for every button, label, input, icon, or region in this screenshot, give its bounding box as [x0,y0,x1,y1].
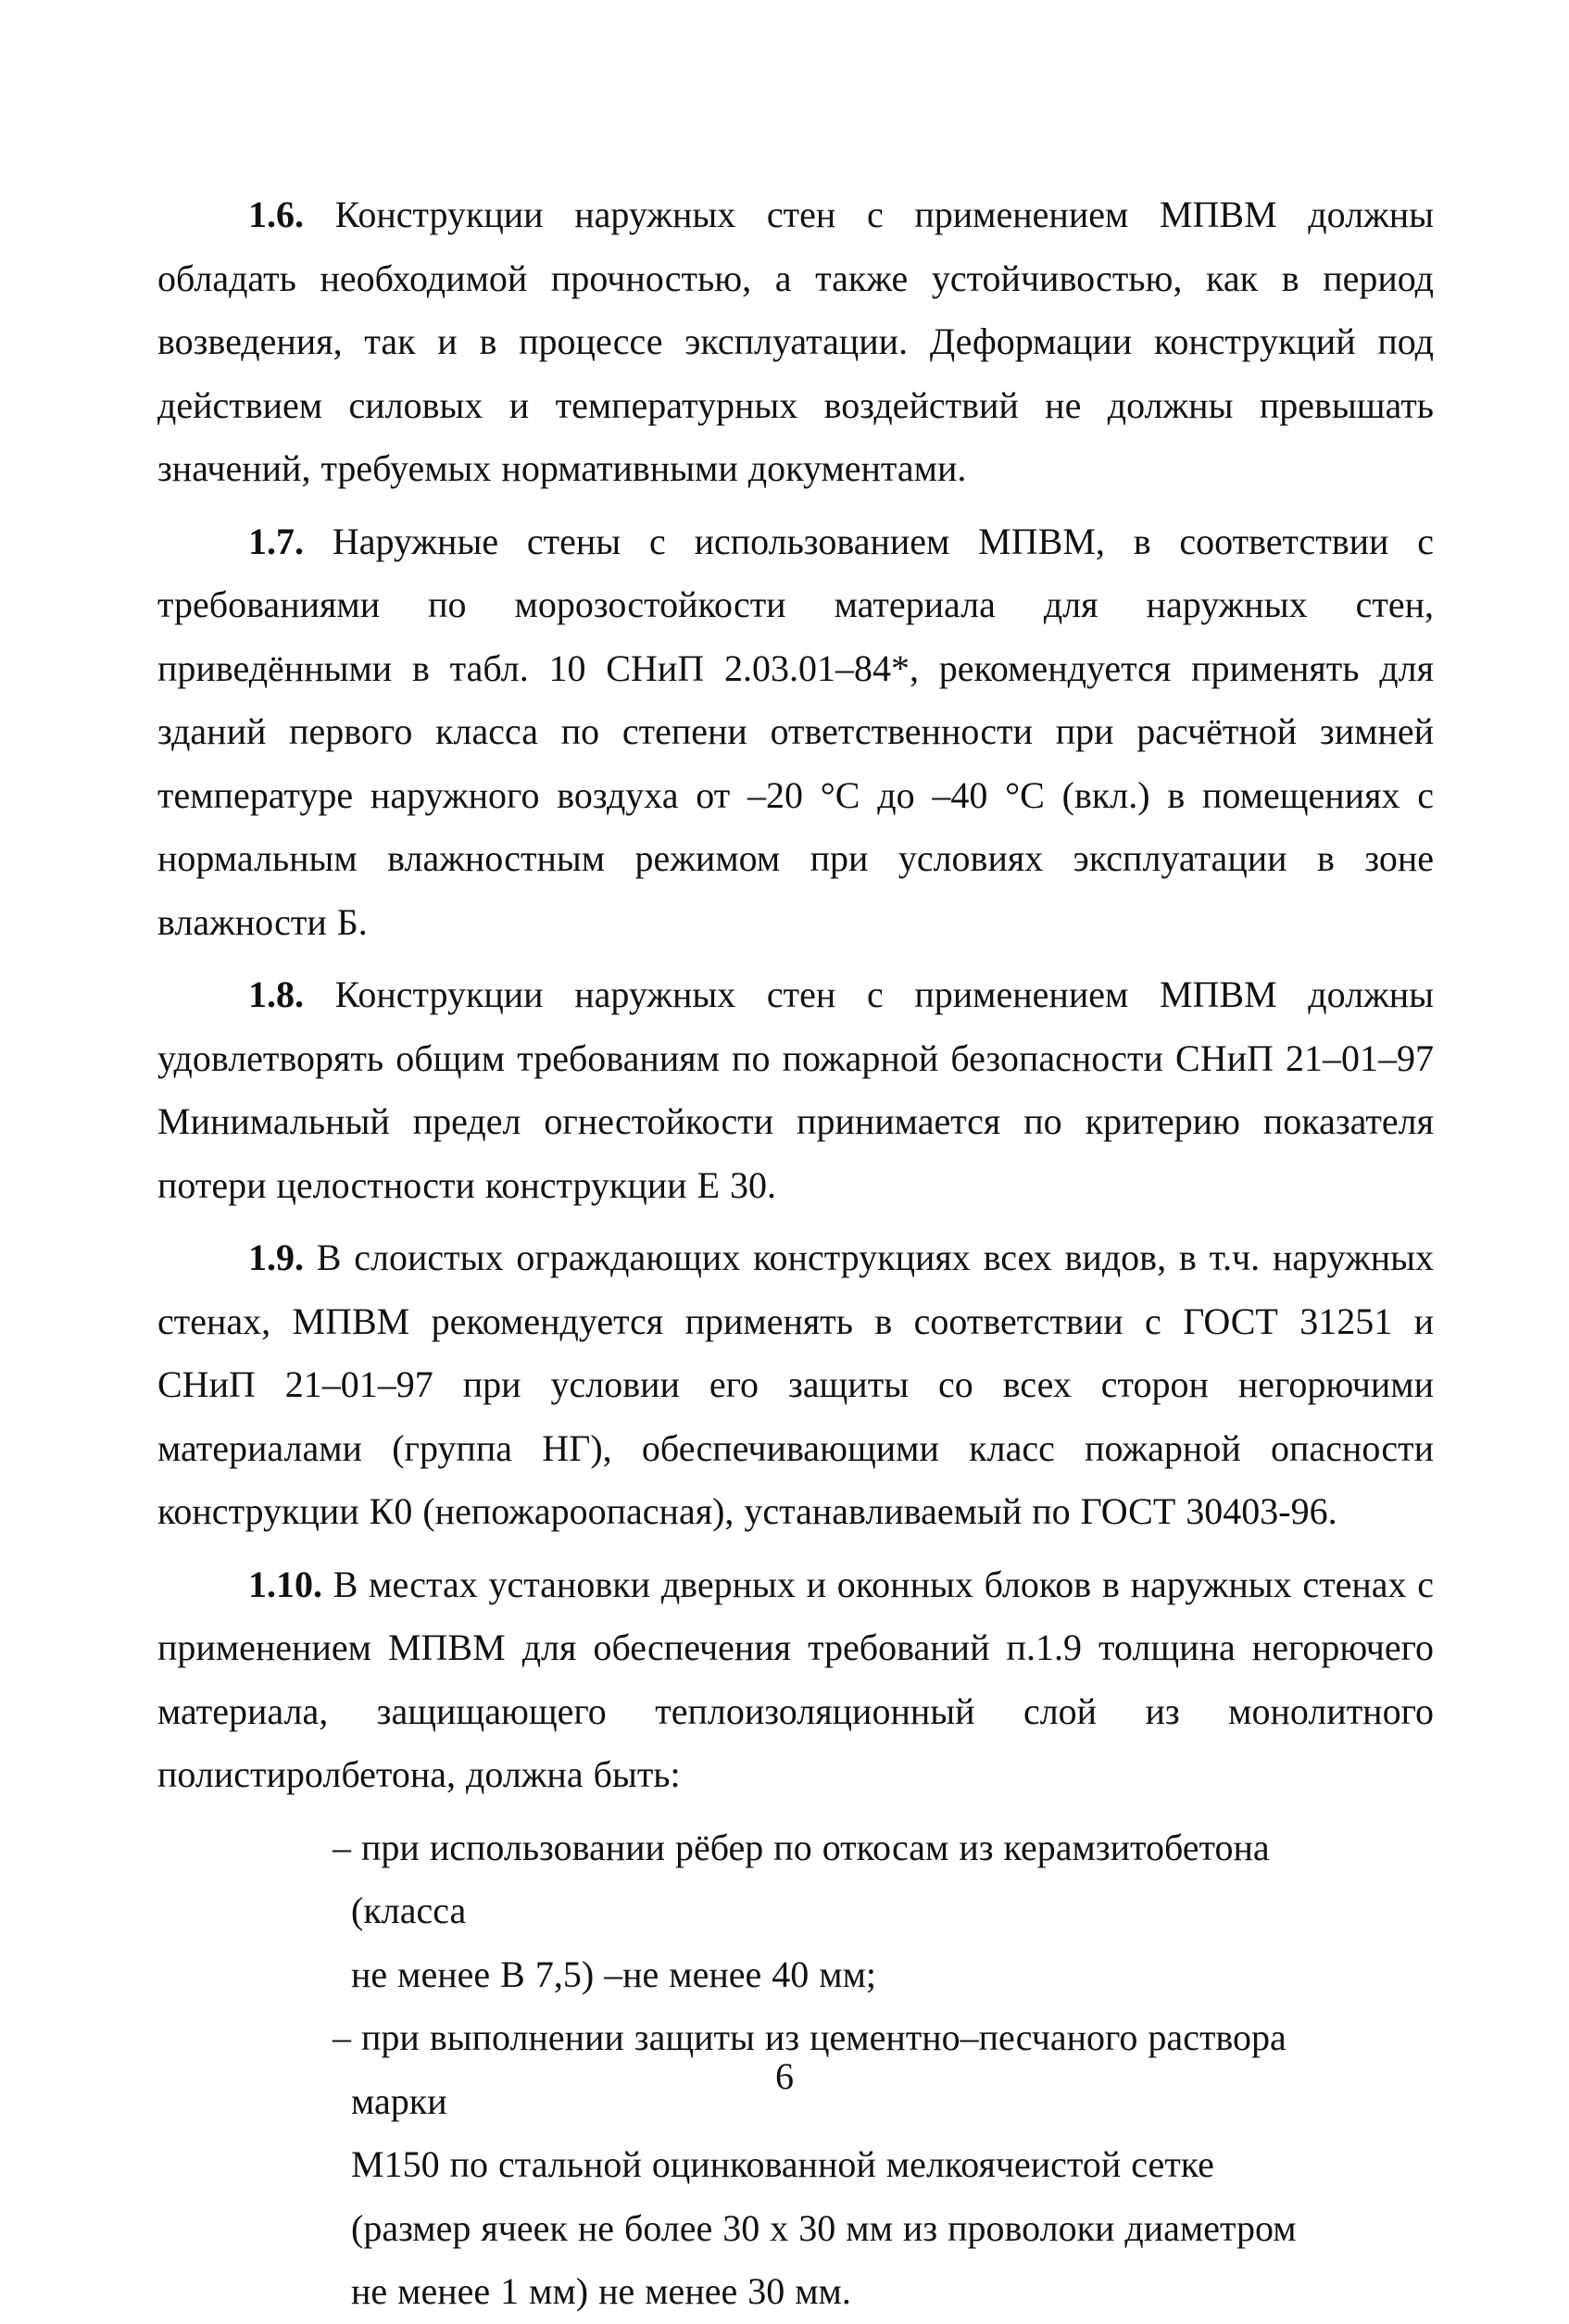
paragraph-number: 1.9. [248,1237,304,1278]
list-dash: – [333,2016,361,2058]
paragraph-text: Конструкции наружных стен с применением МПВМ должны обладать необходимой прочностью, а также устойчивостью, как в период возведения, так и в процессе эксплуатации. Деформации конструкций под действием силовых и температурных воздействий не должны превышать значений, требуемых нормативными документами. [157,194,1434,489]
paragraph-number: 1.10. [248,1563,322,1605]
page-number: 6 [775,2055,794,2097]
list-item-first-line: при выполнении защиты из цементно–песчаного раствора марки [351,2016,1287,2122]
paragraph-text: Конструкции наружных стен с применением МПВМ должны удовлетворять общим требованиям по пожарной безопасности СНиП 21–01–97 Минимальный предел огнестойкости принимается по критерию показателя потери целостности конструкции Е 30. [157,974,1434,1206]
paragraph-text: Наружные стены с использованием МПВМ, в соответствии с требованиями по морозостойкости материала для наружных стен, приведёнными в табл. 10 СНиП 2.03.01–84*, рекомендуется применять для зданий первого класса по степени ответственности при расчётной зимней температуре наружного воздуха от –20 °С до –40 °С (вкл.) в помещениях с нормальным влажностным режимом при условиях эксплуатации в зоне влажности Б. [157,520,1434,943]
paragraph-1-7 [157,510,1434,955]
paragraph-1-6 [157,183,1434,501]
list-item-first-line: при использовании рёбер по откосам из керамзитобетона (класса [351,1826,1270,1931]
paragraph-1-10 [157,1553,1434,1807]
paragraph-number: 1.7. [248,520,304,562]
list-item [157,1816,1331,2007]
list-item-continuation: не менее В 7,5) –не менее 40 мм; [351,1953,877,1995]
list-item-continuation: М150 по стальной оцинкованной мелкоячеистой сетке (размер ячеек не более 30 х 30 мм из проволоки диаметром не менее 1 мм) не менее 30 мм. [351,2143,1297,2312]
paragraph-number: 1.8. [248,974,304,1015]
paragraph-number: 1.6. [248,194,304,235]
list-dash: – [333,1826,361,1868]
paragraph-text: В слоистых ограждающих конструкциях всех видов, в т.ч. наружных стенах, МПВМ рекомендуется применять в соответствии с ГОСТ 31251 и СНиП 21–01–97 при условии его защиты со всех сторон негорючими материалами (группа НГ), обеспечивающими класс пожарной опасности конструкции К0 (непожароопасная), устанавливаемый по ГОСТ 30403-96. [157,1237,1434,1532]
paragraph-1-8 [157,963,1434,1217]
paragraph-1-9 [157,1226,1434,1544]
paragraph-text: В местах установки дверных и оконных блоков в наружных стенах с применением МПВМ для обеспечения требований п.1.9 толщина негорючего материала, защищающего теплоизоляционный слой из монолитного полистиролбетона, должна быть: [157,1563,1434,1795]
page-body [157,183,1434,2324]
